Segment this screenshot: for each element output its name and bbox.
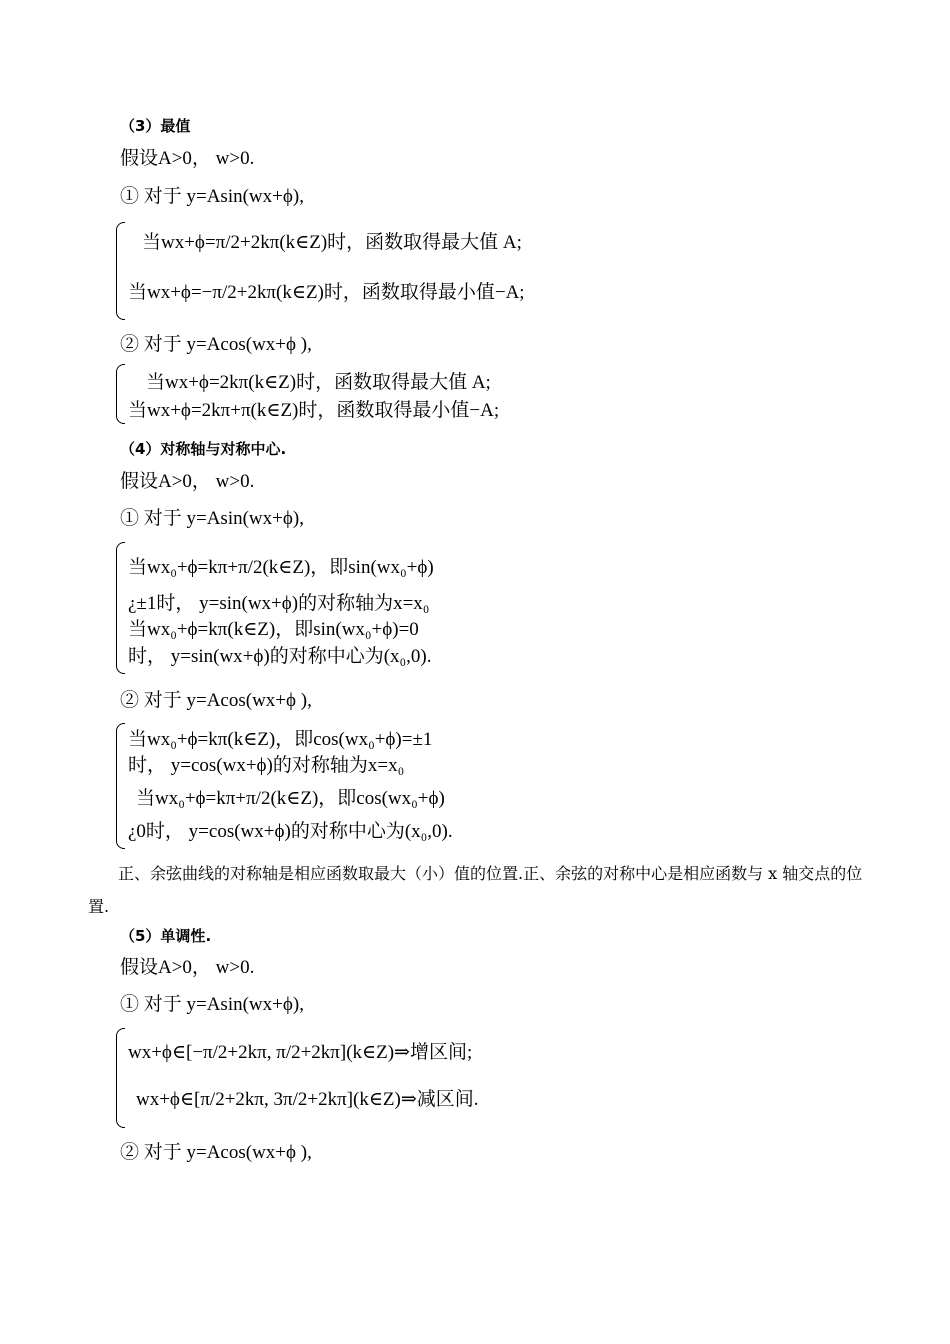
section-4-item-2: ② 对于 y=Acos(wx+ϕ ), [120, 690, 312, 711]
section-5-assumption: 假设A>0， w>0. [120, 957, 255, 978]
case-line: 当wx+ϕ=−π/2+2kπ(k∈Z)时，函数取得最小值−A; [128, 282, 525, 303]
section-5-item-1: ① 对于 y=Asin(wx+ϕ), [120, 994, 304, 1015]
case-brace [116, 542, 125, 674]
note-paragraph: 正、余弦曲线的对称轴是相应函数取最大（小）值的位置.正、余弦的对称中心是相应函数与 x 轴交点的位置. [88, 864, 863, 916]
case-line: wx+ϕ∈[π/2+2kπ, 3π/2+2kπ](k∈Z)⇒减区间. [136, 1089, 479, 1110]
section-3-assumption: 假设A>0， w>0. [120, 148, 255, 169]
section-3-heading: （3）最值 [120, 117, 191, 135]
section-3-item-2: ② 对于 y=Acos(wx+ϕ ), [120, 334, 312, 355]
case-line: 当wx₀+ϕ=kπ(k∈Z)，即sin(wx₀+ϕ)=0 [128, 619, 419, 640]
case-brace [116, 1028, 125, 1128]
case-line: wx+ϕ∈[−π/2+2kπ, π/2+2kπ](k∈Z)⇒增区间; [128, 1042, 473, 1063]
case-line: 当wx+ϕ=π/2+2kπ(k∈Z)时，函数取得最大值 A; [142, 232, 522, 253]
case-line: 当wx+ϕ=2kπ(k∈Z)时，函数取得最大值 A; [146, 372, 491, 393]
case-line: 时， y=cos(wx+ϕ)的对称轴为x=x₀ [128, 755, 405, 776]
section-4-assumption: 假设A>0， w>0. [120, 471, 255, 492]
case-line: 时， y=sin(wx+ϕ)的对称中心为(x₀,0). [128, 646, 432, 667]
case-brace [116, 723, 125, 849]
case-brace [116, 364, 125, 424]
section-4-heading: （4）对称轴与对称中心. [120, 440, 287, 458]
section-4-item-1: ① 对于 y=Asin(wx+ϕ), [120, 508, 304, 529]
section-5-item-2: ② 对于 y=Acos(wx+ϕ ), [120, 1142, 312, 1163]
case-line: ¿±1时， y=sin(wx+ϕ)的对称轴为x=x₀ [128, 593, 430, 614]
case-line: 当wx₀+ϕ=kπ+π/2(k∈Z)，即cos(wx₀+ϕ) [136, 788, 445, 809]
case-line: 当wx₀+ϕ=kπ(k∈Z)，即cos(wx₀+ϕ)=±1 [128, 729, 433, 750]
case-line: 当wx+ϕ=2kπ+π(k∈Z)时，函数取得最小值−A; [128, 400, 500, 421]
section-5-heading: （5）单调性. [120, 927, 212, 945]
section-3-item-1: ① 对于 y=Asin(wx+ϕ), [120, 186, 304, 207]
case-line: ¿0时， y=cos(wx+ϕ)的对称中心为(x₀,0). [128, 821, 453, 842]
case-brace [116, 222, 125, 320]
case-line: 当wx₀+ϕ=kπ+π/2(k∈Z)，即sin(wx₀+ϕ) [128, 557, 434, 578]
